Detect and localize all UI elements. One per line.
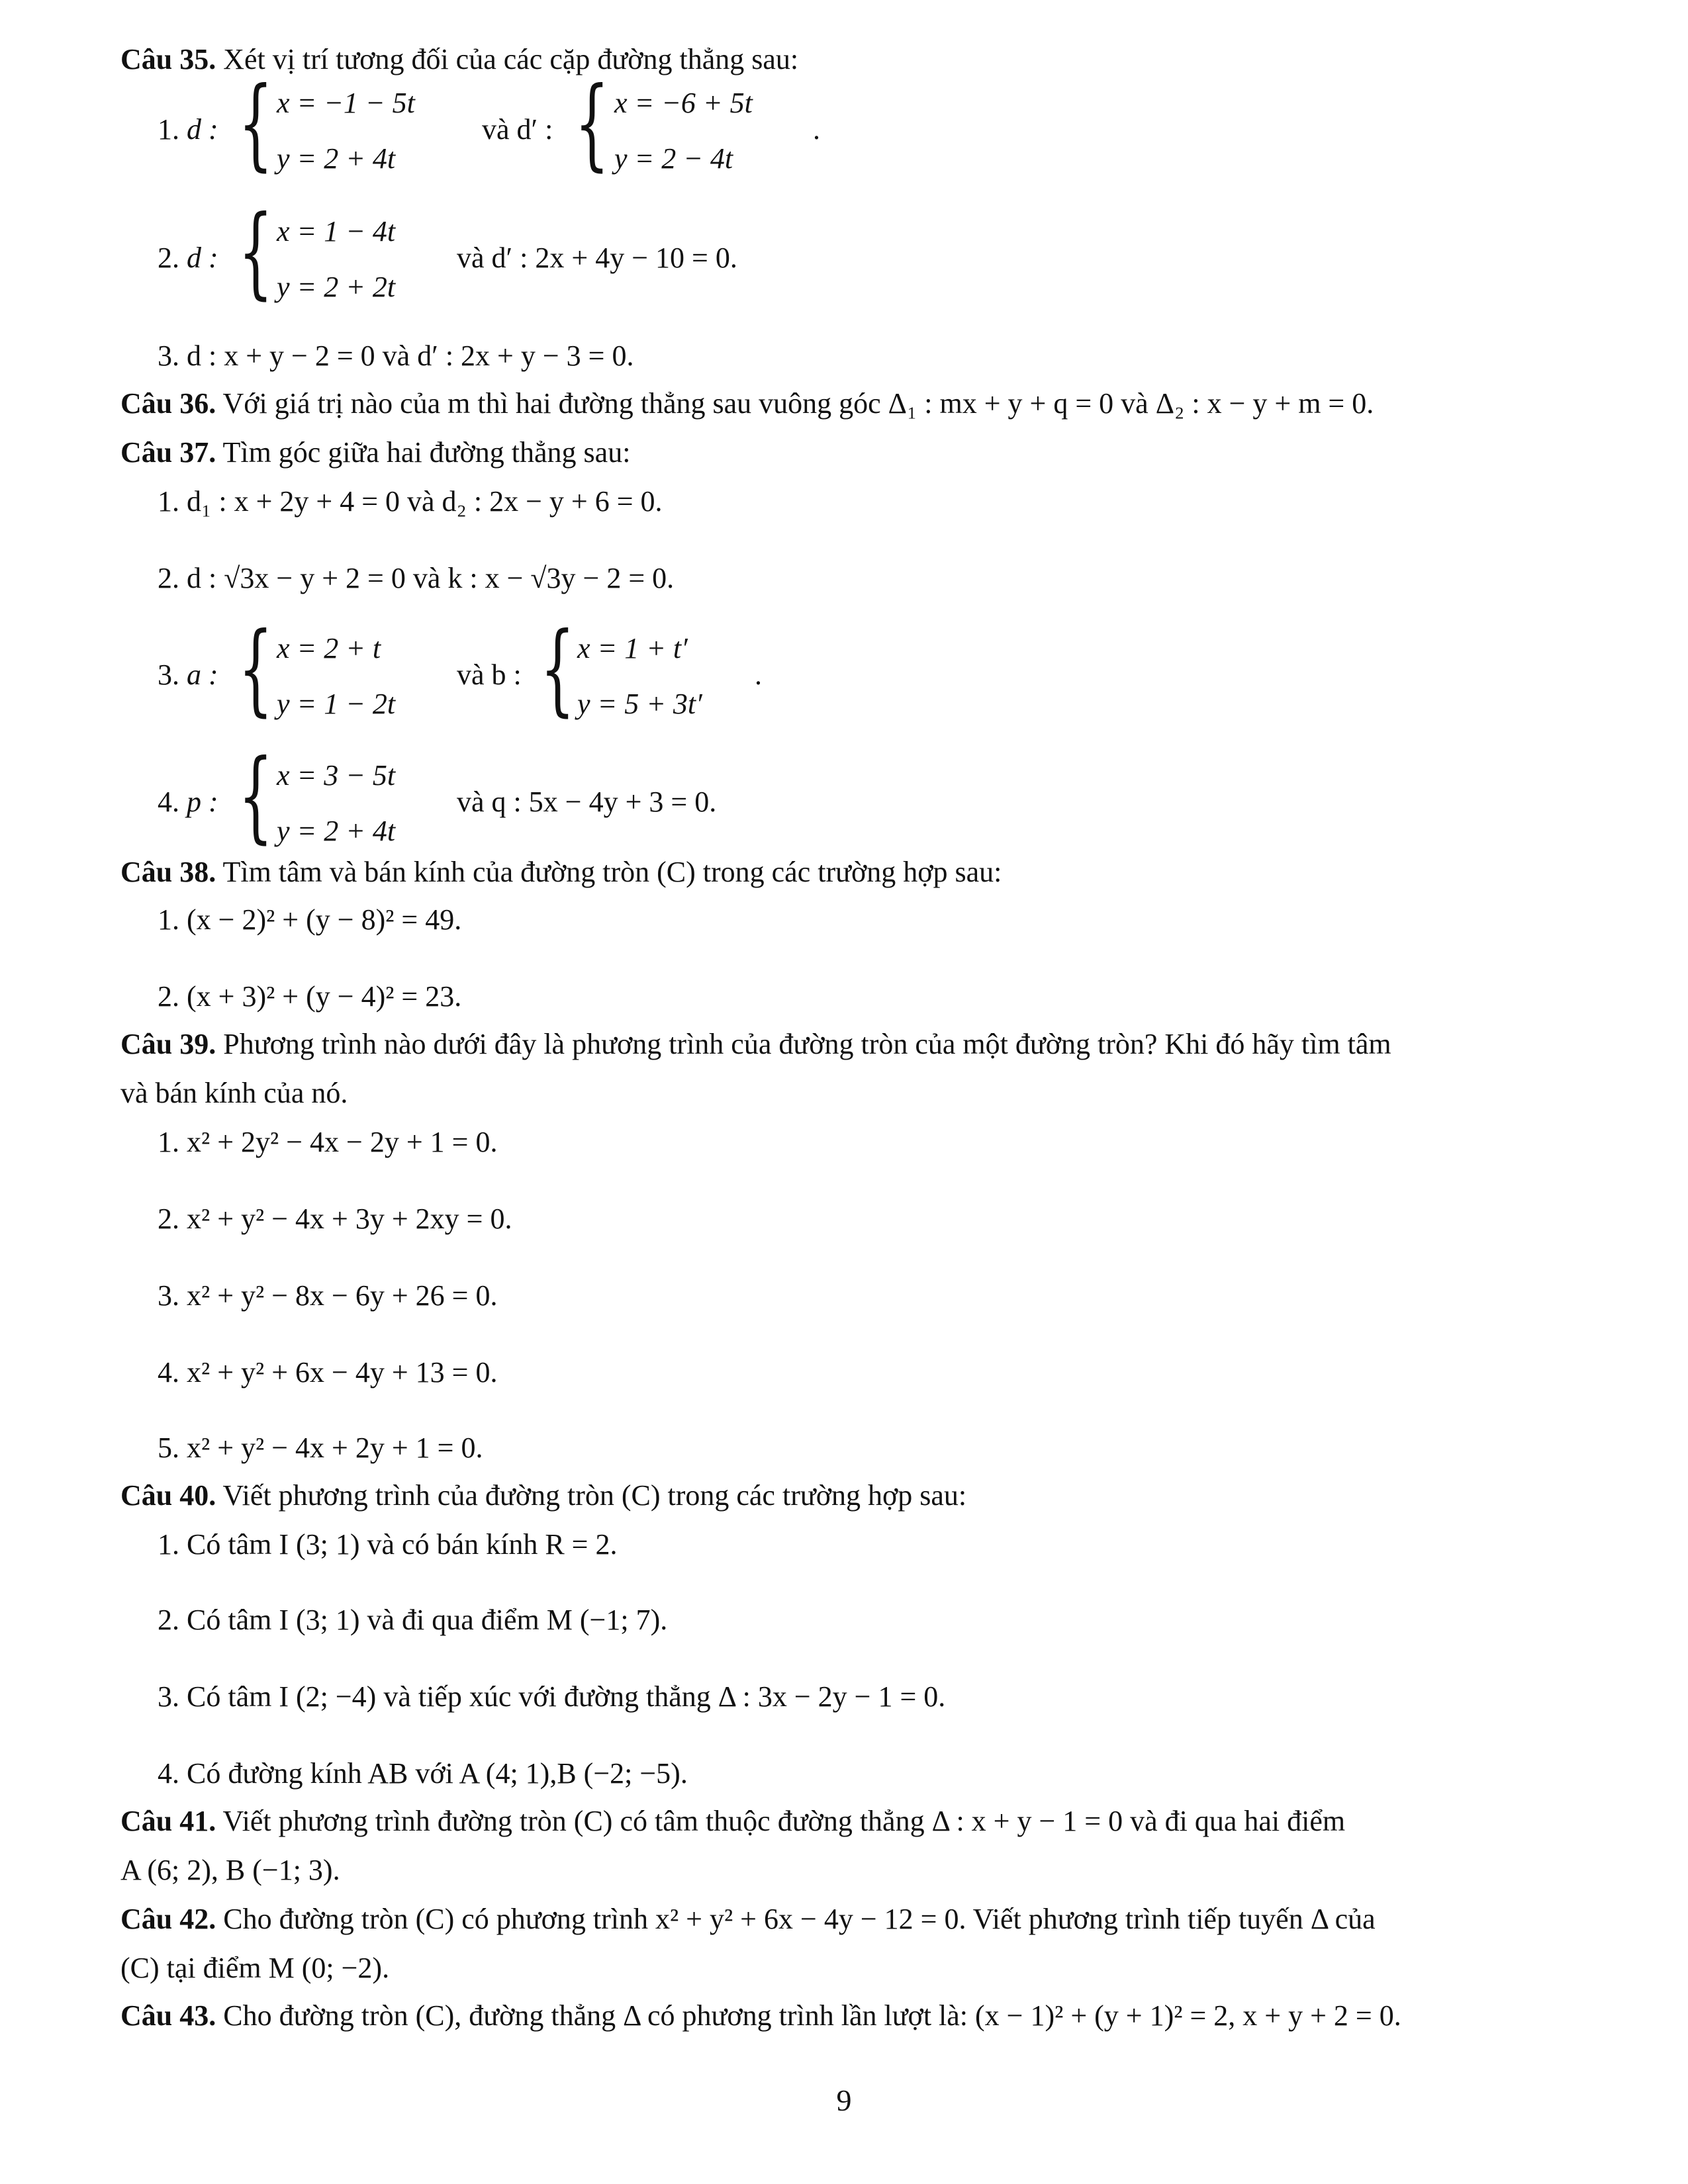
q35-item-1-dp-y: y = 2 − 4t <box>614 142 733 175</box>
q37-item-3-left-brace: { <box>238 612 273 727</box>
q37-item-3-a-y: y = 1 − 2t <box>277 688 396 720</box>
q39-item-5: 5. x² + y² − 4x + 2y + 1 = 0. <box>158 1432 483 1464</box>
page-number: 9 <box>836 2083 852 2117</box>
q39-item-4: 4. x² + y² + 6x − 4y + 13 = 0. <box>158 1356 498 1388</box>
question-40: Câu 40. Viết phương trình của đường tròn (C) trong các trường hợp sau: <box>120 1479 967 1512</box>
question-41-continued: A (6; 2), B (−1; 3). <box>120 1854 340 1886</box>
q35-item-2-brace: { <box>238 195 273 310</box>
q37-item-1: 1. d₁ : x + 2y + 4 = 0 và d₂ : 2x − y + 6 = 0. <box>158 485 663 518</box>
question-43: Câu 43. Cho đường tròn (C), đường thẳng Δ có phương trình lần lượt là: (x − 1)² + (y + 1)² = 2, x + y + 2 = 0. <box>120 1999 1401 2032</box>
q40-item-4: 4. Có đường kính AB với A (4; 1),B (−2; −5). <box>158 1757 688 1790</box>
q37-item-4-brace: { <box>238 739 273 854</box>
q35-item-2-d-x: x = 1 − 4t <box>277 215 396 248</box>
q35-item-2-rest: và d′ : 2x + 4y − 10 = 0. <box>457 242 737 274</box>
question-36: Câu 36. Với giá trị nào của m thì hai đường thẳng sau vuông góc Δ₁ : mx + y + q = 0 và Δ₂ : x − y + m = 0. <box>120 387 1374 420</box>
question-39-continued: và bán kính của nó. <box>120 1077 348 1109</box>
q37-item-3-b-y: y = 5 + 3t′ <box>577 688 702 720</box>
q39-item-3: 3. x² + y² − 8x − 6y + 26 = 0. <box>158 1279 498 1312</box>
q37-item-4-p-y: y = 2 + 4t <box>277 815 396 847</box>
question-38: Câu 38. Tìm tâm và bán kính của đường tròn (C) trong các trường hợp sau: <box>120 856 1002 888</box>
question-42: Câu 42. Cho đường tròn (C) có phương trình x² + y² + 6x − 4y − 12 = 0. Viết phương trình tiếp tuyến Δ của <box>120 1903 1376 1935</box>
q35-item-2-label: 2. d : <box>158 242 218 274</box>
q40-item-2: 2. Có tâm I (3; 1) và đi qua điểm M (−1; 7). <box>158 1604 668 1636</box>
q35-item-1-dp-x: x = −6 + 5t <box>614 87 753 119</box>
question-42-continued: (C) tại điểm M (0; −2). <box>120 1952 390 1984</box>
q35-item-1-d-x: x = −1 − 5t <box>277 87 415 119</box>
q39-item-2: 2. x² + y² − 4x + 3y + 2xy = 0. <box>158 1203 512 1235</box>
q37-item-3-right-brace: { <box>540 612 575 727</box>
q37-item-4-label: 4. p : <box>158 786 218 818</box>
q37-item-3-end: . <box>755 659 762 691</box>
q37-item-3-b-x: x = 1 + t′ <box>577 632 688 664</box>
q37-item-3-label: 3. a : <box>158 659 218 691</box>
q37-item-4-p-x: x = 3 − 5t <box>277 759 396 792</box>
q37-item-2: 2. d : √3x − y + 2 = 0 và k : x − √3y − 2 = 0. <box>158 562 675 594</box>
q35-item-1-d-y: y = 2 + 4t <box>277 142 396 175</box>
q35-item-1-right-brace: { <box>575 66 610 181</box>
q35-item-1-connector: và d′ : <box>482 113 553 146</box>
q37-item-3-a-x: x = 2 + t <box>277 632 381 664</box>
question-41: Câu 41. Viết phương trình đường tròn (C) có tâm thuộc đường thẳng Δ : x + y − 1 = 0 và đi qua hai điểm <box>120 1805 1346 1837</box>
q35-item-1-left-brace: { <box>238 66 273 181</box>
question-35: Câu 35. Xét vị trí tương đối của các cặp đường thẳng sau: <box>120 43 799 75</box>
q40-item-1: 1. Có tâm I (3; 1) và có bán kính R = 2. <box>158 1528 618 1561</box>
q35-item-1-label: 1. d : <box>158 113 218 146</box>
question-37: Câu 37. Tìm góc giữa hai đường thẳng sau: <box>120 436 631 469</box>
q35-item-1-end: . <box>813 113 820 146</box>
q35-item-3: 3. d : x + y − 2 = 0 và d′ : 2x + y − 3 = 0. <box>158 340 634 372</box>
q38-item-1: 1. (x − 2)² + (y − 8)² = 49. <box>158 903 462 936</box>
question-39: Câu 39. Phương trình nào dưới đây là phương trình của đường tròn của một đường tròn? Khi đó hãy tìm tâm <box>120 1028 1391 1060</box>
q40-item-3: 3. Có tâm I (2; −4) và tiếp xúc với đường thẳng Δ : 3x − 2y − 1 = 0. <box>158 1680 946 1713</box>
q35-item-2-d-y: y = 2 + 2t <box>277 271 396 303</box>
q37-item-4-rest: và q : 5x − 4y + 3 = 0. <box>457 786 717 818</box>
q39-item-1: 1. x² + 2y² − 4x − 2y + 1 = 0. <box>158 1126 498 1158</box>
q38-item-2: 2. (x + 3)² + (y − 4)² = 23. <box>158 980 462 1013</box>
q37-item-3-connector: và b : <box>457 659 522 691</box>
